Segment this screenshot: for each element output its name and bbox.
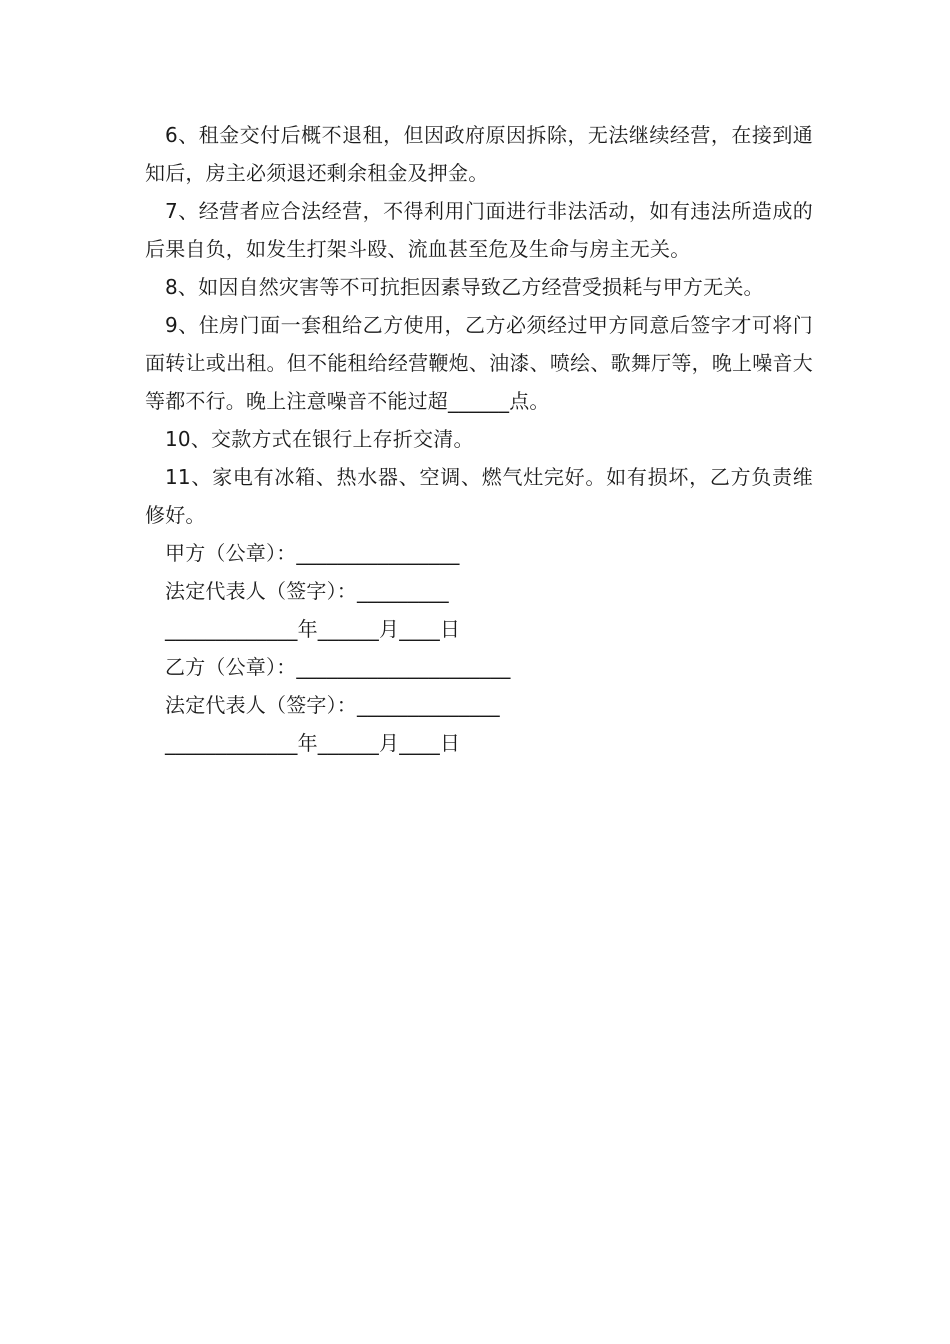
party-b-seal-line: 乙方（公章）：_____________________ <box>165 655 511 679</box>
party-b-date-line: _____________年______月____日 <box>165 731 461 755</box>
clause-6: 6、租金交付后概不退租，但因政府原因拆除，无法继续经营，在接到通知后，房主必须退还剩余租金及押金。 <box>145 123 813 185</box>
clause-7: 7、经营者应合法经营，不得利用门面进行非法活动，如有违法所造成的后果自负，如发生打架斗殴、流血甚至危及生命与房主无关。 <box>145 199 813 261</box>
clause-9: 9、住房门面一套租给乙方使用，乙方必须经过甲方同意后签字才可将门面转让或出租。但不能租给经营鞭炮、油漆、喷绘、歌舞厅等，晚上噪音大等都不行。晚上注意噪音不能过超______点。 <box>145 313 813 413</box>
clause-10: 10、交款方式在银行上存折交清。 <box>165 427 474 451</box>
document-body <box>145 116 813 762</box>
party-a-seal-line: 甲方（公章）：________________ <box>165 541 460 565</box>
clause-8: 8、如因自然灾害等不可抗拒因素导致乙方经营受损耗与甲方无关。 <box>165 275 764 299</box>
signature-block <box>145 534 813 762</box>
party-a-representative-line: 法定代表人（签字）：_________ <box>165 579 449 603</box>
party-a-date-line: _____________年______月____日 <box>165 617 461 641</box>
clause-11: 11、家电有冰箱、热水器、空调、燃气灶完好。如有损坏，乙方负责维修好。 <box>145 465 813 527</box>
party-b-representative-line: 法定代表人（签字）：______________ <box>165 693 500 717</box>
